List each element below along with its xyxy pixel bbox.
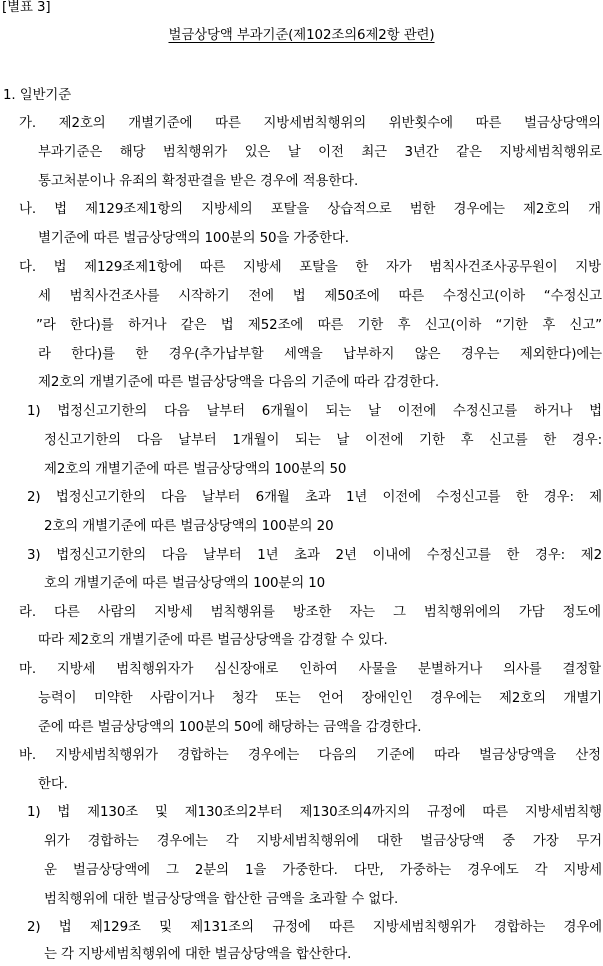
document-title-text: 벌금상당액 부과기준(제102조의6제2항 관련): [168, 28, 435, 43]
paragraph-line: 범칙행위에 대한 벌금상당액을 합산한 금액을 초과할 수 없다.: [44, 892, 399, 907]
paragraph-line: 준에 따른 벌금상당액의 100분의 50에 해당하는 금액을 감경한다.: [38, 720, 422, 735]
paragraph-line: 는 각 지방세범칙행위에 대한 벌금상당액을 합산한다.: [44, 947, 352, 962]
paragraph-line: 정신고기한의 다음 날부터 1개월이 되는 날 이전에 기한 후 신고를 한 경우:: [44, 433, 602, 448]
paragraph-line: 운 벌금상당액에 그 2분의 1을 가중한다. 다만, 가중하는 경우에도 각 지방세: [44, 863, 602, 878]
paragraph-line: 2) 법 제129조 및 제131조의 규정에 따른 지방세범칙행위가 경합하는 경우에: [27, 920, 602, 935]
paragraph-line: 2호의 개별기준에 따른 벌금상당액의 100분의 20: [44, 519, 334, 534]
paragraph-line: 바. 지방세범칙행위가 경합하는 경우에는 다음의 기준에 따라 벌금상당액을 산정: [19, 748, 601, 763]
paragraph-line: 라. 다른 사람의 지방세 범칙행위를 방조한 자는 그 범칙행위에의 가담 정도에: [19, 605, 601, 620]
paragraph-line: 2) 법정신고기한의 다음 날부터 6개월 초과 1년 이전에 수정신고를 한 경우: 제: [27, 490, 602, 505]
paragraph-line: 라 한다)를 한 경우(추가납부할 세액을 납부하지 않은 경우는 제외한다)에는: [38, 347, 602, 362]
document-title: [0, 26, 603, 46]
attachment-tag: [별표 3]: [2, 0, 51, 15]
paragraph-line: 1) 법정신고기한의 다음 날부터 6개월이 되는 날 이전에 수정신고를 하거나 법: [27, 404, 602, 419]
paragraph-line: 호의 개별기준에 따른 벌금상당액의 100분의 10: [44, 576, 326, 591]
paragraph-line: 제2호의 개별기준에 따른 벌금상당액의 100분의 50: [44, 462, 347, 477]
paragraph-line: 세 범칙사건조사를 시작하기 전에 법 제50조에 따른 수정신고(이하 “수정신고: [38, 289, 602, 304]
section-heading: 1. 일반기준: [3, 88, 72, 103]
paragraph-line: 가. 제2호의 개별기준에 따른 지방세범칙행위의 위반횟수에 따른 벌금상당액의: [19, 116, 601, 131]
paragraph-line: 제2호의 개별기준에 따른 벌금상당액을 다음의 기준에 따라 감경한다.: [38, 375, 440, 390]
paragraph-line: 별기준에 따른 벌금상당액의 100분의 50을 가중한다.: [38, 231, 349, 246]
paragraph-line: 나. 법 제129조제1항의 지방세의 포탈을 상습적으로 범한 경우에는 제2호의 개: [19, 202, 601, 217]
paragraph-line: 능력이 미약한 사람이거나 청각 또는 언어 장애인인 경우에는 제2호의 개별기: [38, 691, 602, 706]
paragraph-line: 3) 법정신고기한의 다음 날부터 1년 초과 2년 이내에 수정신고를 한 경우: 제2: [27, 548, 602, 563]
paragraph-line: ”라 한다)를 하거나 같은 법 제52조에 따른 기한 후 신고(이하 “기한 후 신고”: [36, 318, 602, 333]
paragraph-line: 마. 지방세 범칙행위자가 심신장애로 인하여 사물을 분별하거나 의사를 결정할: [19, 662, 601, 677]
paragraph-line: 다. 법 제129조제1항에 따른 지방세 포탈을 한 자가 범칙사건조사공무원이 지방: [19, 260, 601, 275]
paragraph-line: 따라 제2호의 개별기준에 따른 벌금상당액을 감경할 수 있다.: [38, 633, 388, 648]
paragraph-line: 위가 경합하는 경우에는 각 지방세범칙행위에 대한 벌금상당액 중 가장 무거: [44, 834, 602, 849]
paragraph-line: 한다.: [38, 777, 68, 792]
paragraph-line: 부과기준은 해당 범칙행위가 있은 날 이전 최근 3년간 같은 지방세범칙행위로: [38, 145, 602, 160]
paragraph-line: 1) 법 제130조 및 제130조의2부터 제130조의4까지의 규정에 따른 지방세범칙행: [27, 805, 602, 820]
paragraph-line: 통고처분이나 유죄의 확정판결을 받은 경우에 적용한다.: [38, 174, 359, 189]
